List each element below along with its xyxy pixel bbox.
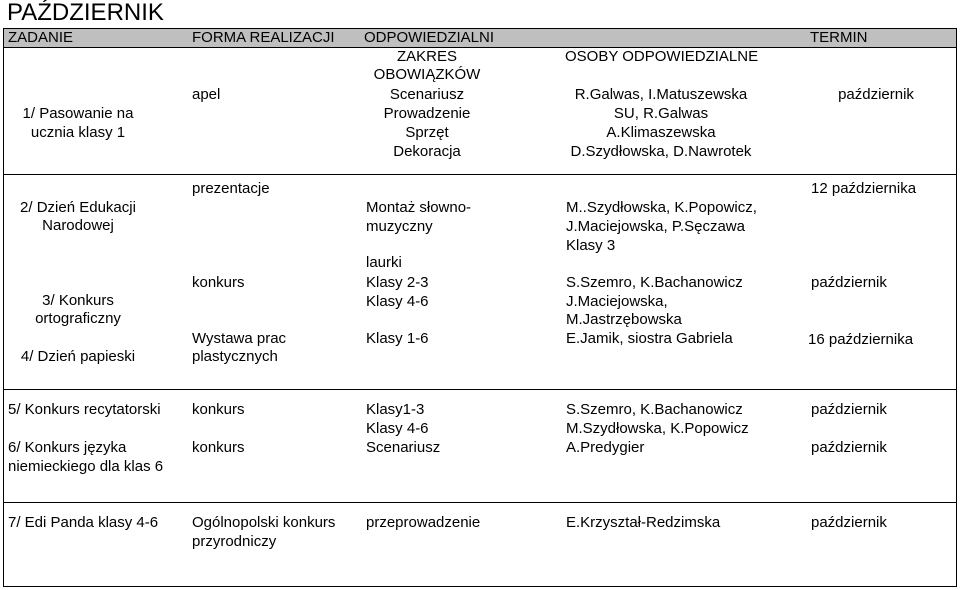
cell-osoby: M.Jastrzębowska — [566, 311, 682, 328]
cell-zadanie: 7/ Edi Panda klasy 4-6 — [8, 514, 159, 531]
cell-zakres: Klasy1-3 — [366, 401, 425, 418]
cell-zakres: Klasy 4-6 — [366, 293, 429, 310]
cell-zakres: Scenariusz — [389, 86, 465, 103]
cell-zadanie: 6/ Konkurs języka — [8, 439, 127, 456]
cell-osoby: SU, R.Galwas — [613, 105, 709, 122]
cell-zadanie: niemieckiego dla klas 6 — [8, 458, 164, 475]
table-rule — [956, 28, 957, 587]
cell-zadanie: Narodowej — [42, 217, 114, 234]
cell-osoby: Klasy 3 — [566, 237, 616, 254]
header-forma-realizacji: FORMA REALIZACJI — [192, 29, 335, 46]
cell-zakres: Dekoracja — [393, 143, 461, 160]
cell-zadanie: ortograficzny — [35, 310, 121, 327]
cell-zakres: Montaż słowno- — [366, 199, 472, 216]
cell-forma: Wystawa prac — [192, 330, 287, 347]
cell-zakres: muzyczny — [366, 218, 433, 235]
cell-forma: prezentacje — [192, 180, 270, 197]
header-zakres: ZAKRES — [396, 48, 457, 65]
cell-forma: przyrodniczy — [192, 533, 277, 550]
cell-zakres: Prowadzenie — [383, 105, 471, 122]
cell-forma: plastycznych — [192, 348, 278, 365]
cell-osoby: D.Szydłowska, D.Nawrotek — [570, 143, 752, 160]
cell-termin: październik — [811, 439, 887, 456]
cell-osoby: M..Szydłowska, K.Popowicz, — [566, 199, 757, 216]
header-zakres: OBOWIĄZKÓW — [373, 66, 481, 83]
cell-osoby: J.Maciejowska, P.Sęczawa — [566, 218, 745, 235]
table-rule — [3, 174, 957, 175]
cell-termin: październik — [811, 401, 887, 418]
header-termin: TERMIN — [810, 29, 868, 46]
cell-termin: 12 października — [811, 180, 917, 197]
cell-termin: 16 października — [808, 331, 914, 348]
cell-zadanie: 5/ Konkurs recytatorski — [8, 401, 161, 418]
table-rule — [3, 586, 957, 587]
cell-forma: apel — [192, 86, 221, 103]
table-rule — [3, 389, 957, 390]
cell-zakres: przeprowadzenie — [366, 514, 481, 531]
page-title: PAŹDZIERNIK — [7, 0, 164, 26]
cell-osoby: R.Galwas, I.Matuszewska — [574, 86, 748, 103]
cell-termin: październik — [811, 274, 887, 291]
table-rule — [3, 502, 957, 503]
cell-osoby: S.Szemro, K.Bachanowicz — [566, 274, 743, 291]
cell-termin: październik — [811, 514, 887, 531]
cell-zakres: Sprzęt — [405, 124, 449, 141]
cell-osoby: E.Jamik, siostra Gabriela — [566, 330, 733, 347]
cell-osoby: J.Maciejowska, — [566, 293, 668, 310]
cell-zakres: Scenariusz — [366, 439, 441, 456]
cell-osoby: A.Predygier — [566, 439, 645, 456]
header-osoby-odpowiedzialne: OSOBY ODPOWIEDZIALNE — [565, 48, 759, 65]
cell-zadanie: 4/ Dzień papieski — [20, 348, 136, 365]
cell-zadanie: ucznia klasy 1 — [30, 124, 126, 141]
cell-forma: konkurs — [192, 274, 245, 291]
cell-osoby: E.Krzyształ-Redzimska — [566, 514, 721, 531]
cell-zadanie: 1/ Pasowanie na — [22, 105, 134, 122]
cell-osoby: S.Szemro, K.Bachanowicz — [566, 401, 743, 418]
cell-zakres: laurki — [366, 254, 402, 271]
cell-forma: Ogólnopolski konkurs — [192, 514, 336, 531]
cell-zadanie: 2/ Dzień Edukacji — [20, 199, 136, 216]
cell-forma: konkurs — [192, 401, 245, 418]
header-zadanie: ZADANIE — [8, 29, 74, 46]
cell-osoby: M.Szydłowska, K.Popowicz — [566, 420, 749, 437]
cell-zakres: Klasy 2-3 — [366, 274, 429, 291]
cell-zakres: Klasy 4-6 — [366, 420, 429, 437]
cell-forma: konkurs — [192, 439, 245, 456]
cell-termin: październik — [838, 86, 914, 103]
cell-osoby: A.Klimaszewska — [606, 124, 716, 141]
cell-zakres: Klasy 1-6 — [366, 330, 429, 347]
header-odpowiedzialni: ODPOWIEDZIALNI — [364, 29, 495, 46]
cell-zadanie: 3/ Konkurs — [42, 292, 114, 309]
